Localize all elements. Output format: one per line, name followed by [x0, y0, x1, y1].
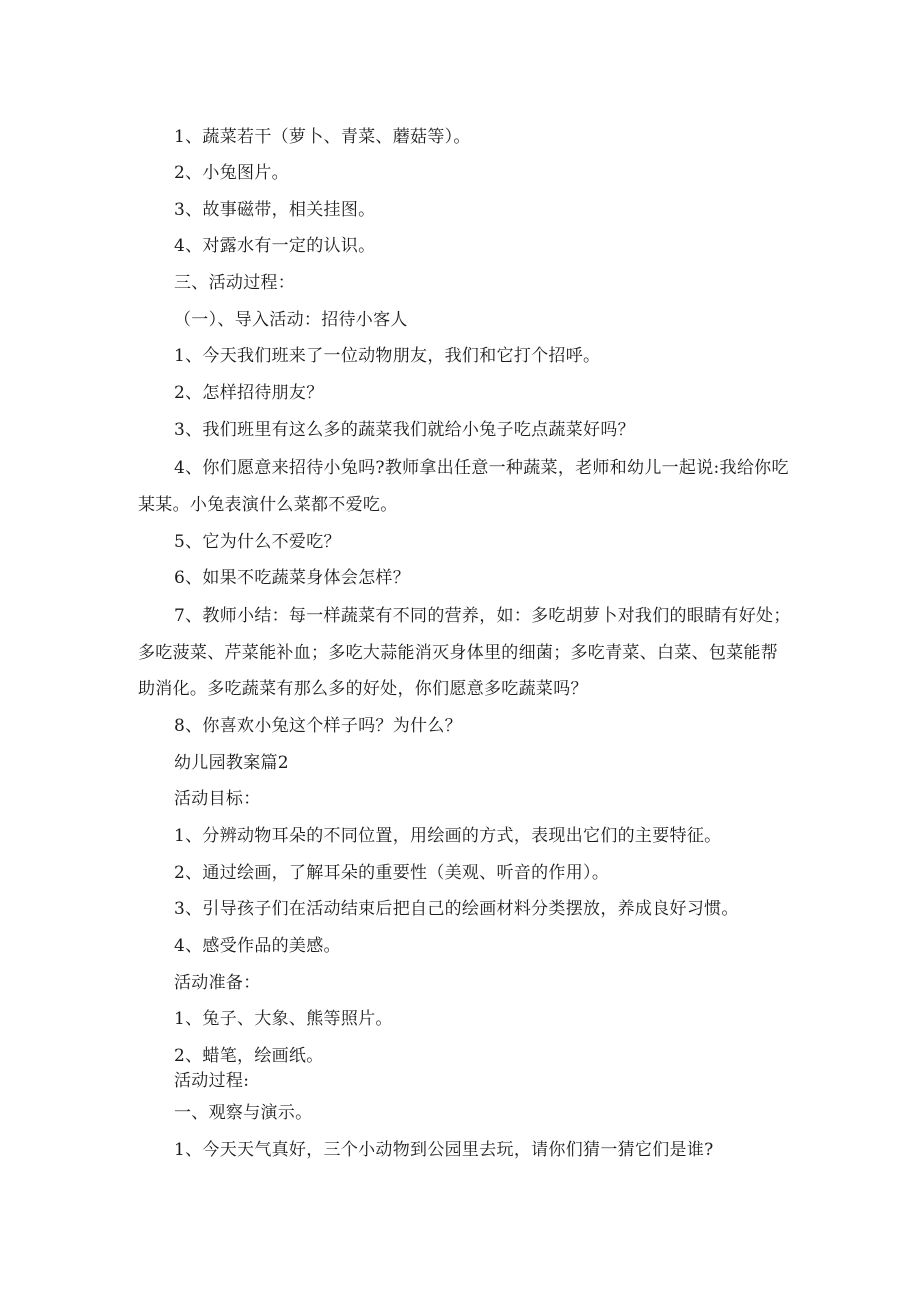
text-line: 4、对露水有一定的认识。 [174, 236, 376, 256]
text-line: 4、你们愿意来招待小兔吗?教师拿出任意一种蔬菜，老师和幼儿一起说:我给你吃 [174, 458, 789, 478]
text-line: 助消化。多吃蔬菜有那么多的好处，你们愿意多吃蔬菜吗？ [138, 679, 588, 699]
text-line: 多吃菠菜、芹菜能补血；多吃大蒜能消灭身体里的细菌；多吃青菜、白菜、包菜能帮 [138, 643, 779, 663]
article-heading: 幼儿园教案篇2 [174, 753, 289, 773]
text-line: 某某。小兔表演什么菜都不爱吃。 [138, 495, 398, 515]
text-line: 2、通过绘画，了解耳朵的重要性（美观、听音的作用）。 [174, 863, 610, 883]
text-line: 4、感受作品的美感。 [174, 936, 341, 956]
section-heading: 三、活动过程： [174, 273, 296, 293]
text-line: 8、你喜欢小兔这个样子吗？为什么？ [174, 716, 462, 736]
section-heading: 一、观察与演示。 [174, 1103, 313, 1123]
section-heading: 活动准备： [174, 973, 261, 993]
text-line: 7、教师小结：每一样蔬菜有不同的营养，如：多吃胡萝卜对我们的眼睛有好处； [174, 606, 791, 626]
text-line: 1、蔬菜若干（萝卜、青菜、蘑菇等）。 [174, 127, 471, 147]
text-line: 3、引导孩子们在活动结束后把自己的绘画材料分类摆放，养成良好习惯。 [174, 899, 739, 919]
text-line: 3、我们班里有这么多的蔬菜我们就给小兔子吃点蔬菜好吗？ [174, 420, 635, 440]
text-line: 5、它为什么不爱吃？ [174, 532, 341, 552]
section-heading: 活动目标： [174, 789, 261, 809]
text-line: 1、兔子、大象、熊等照片。 [174, 1009, 393, 1029]
text-line: 2、蜡笔，绘画纸。 [174, 1046, 324, 1066]
text-line: 1、分辨动物耳朵的不同位置，用绘画的方式，表现出它们的主要特征。 [174, 826, 722, 846]
section-heading: 活动过程: [174, 1071, 250, 1091]
subsection-heading: （一）、导入活动：招待小客人 [174, 310, 408, 330]
text-line: 1、今天我们班来了一位动物朋友，我们和它打个招呼。 [174, 346, 601, 366]
text-line: 2、小兔图片。 [174, 163, 289, 183]
text-line: 1、今天天气真好，三个小动物到公园里去玩，请你们猜一猜它们是谁? [174, 1140, 714, 1160]
text-line: 3、故事磁带，相关挂图。 [174, 200, 376, 220]
text-line: 2、怎样招待朋友？ [174, 383, 324, 403]
text-line: 6、如果不吃蔬菜身体会怎样？ [174, 568, 411, 588]
